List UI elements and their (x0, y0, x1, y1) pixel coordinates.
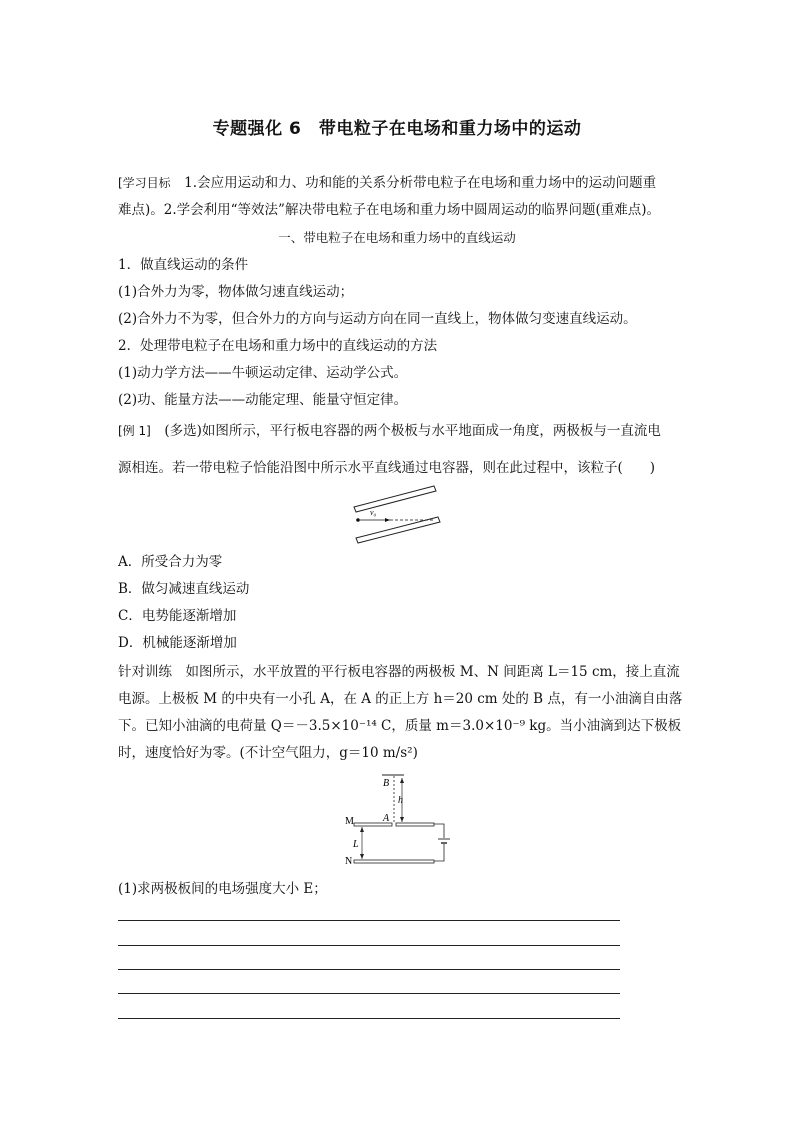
answer-line-1 (118, 920, 620, 921)
point-2-2: (2)功、能量方法——动能定理、能量守恒定律。 (118, 392, 408, 408)
point-1-1: (1)合外力为零，物体做匀速直线运动； (118, 284, 354, 300)
capacitor-figure (346, 484, 446, 546)
answer-line-3 (118, 969, 620, 970)
objectives-line-1: [学习目标 1.会应用运动和力、功和能的关系分析带电粒子在电场和重力场中的运动问题重 (118, 175, 657, 191)
practice-line-1: 针对训练 如图所示，水平放置的平行板电容器的两极板 M、N 间距离 L＝15 cm，接上直流 (118, 664, 680, 680)
label-B: B (383, 778, 390, 789)
point-2-1: (1)动力学方法——牛顿运动定律、运动学公式。 (118, 365, 408, 381)
section-heading: 一、带电粒子在电场和重力场中的直线运动 (278, 230, 516, 245)
example-1-line-2: 源相连。若一带电粒子恰能沿图中所示水平直线通过电容器，则在此过程中，该粒子( ) (118, 460, 656, 476)
point-1-2: (2)合外力不为零，但合外力的方向与运动方向在同一直线上，物体做匀变速直线运动。 (118, 311, 637, 327)
lower-plate (356, 517, 440, 543)
upper-plate (354, 486, 436, 512)
circuit-wire (434, 824, 444, 838)
practice-tag: 针对训练 (118, 664, 172, 680)
page-title: 专题强化 6 带电粒子在电场和重力场中的运动 (212, 119, 582, 139)
point-1: 1．做直线运动的条件 (118, 257, 249, 273)
practice-line-4: 时，速度恰好为零。(不计空气阻力，g＝10 m/s²) (118, 745, 418, 761)
example-1-line-1: [例 1] (多选)如图所示，平行板电容器的两个极板与水平地面成一角度，两极板与一直流电 (118, 423, 661, 439)
option-a: A．所受合力为零 (118, 554, 223, 570)
v0-label: v₀ (370, 508, 377, 517)
plate-N (354, 860, 434, 863)
objectives-tag: [学习目标 (118, 176, 171, 190)
label-N: N (345, 856, 353, 867)
plate-M-right (396, 823, 434, 826)
practice-line-2: 电源。上极板 M 的中央有一小孔 A，在 A 的正上方 h＝20 cm 处的 B 点，有一小油滴自由落 (118, 691, 683, 707)
label-A: A (383, 813, 390, 824)
practice-line-3: 下。已知小油滴的电荷量 Q＝－3.5×10⁻¹⁴ C，质量 m＝3.0×10⁻⁹ kg。当小油滴到达下极板 (118, 718, 682, 734)
example-1-tag: [例 1] (118, 424, 151, 438)
label-L: L (353, 839, 359, 850)
option-c: C．电势能逐渐增加 (118, 608, 237, 624)
point-2: 2．处理带电粒子在电场和重力场中的直线运动的方法 (118, 338, 438, 354)
particle (356, 518, 360, 522)
question-1: (1)求两极板间的电场强度大小 E； (118, 881, 327, 897)
objectives-line-2: 难点)。2.学会利用“等效法”解决带电粒子在电场和重力场中圆周运动的临界问题(重难点)。 (118, 202, 660, 218)
label-M: M (345, 816, 354, 827)
option-b: B．做匀减速直线运动 (118, 581, 250, 597)
option-d: D．机械能逐渐增加 (118, 635, 237, 651)
answer-line-2 (118, 945, 620, 946)
answer-line-5 (118, 1018, 620, 1019)
answer-line-4 (118, 993, 620, 994)
label-h: h (398, 795, 403, 806)
oil-drop-figure (340, 772, 450, 870)
